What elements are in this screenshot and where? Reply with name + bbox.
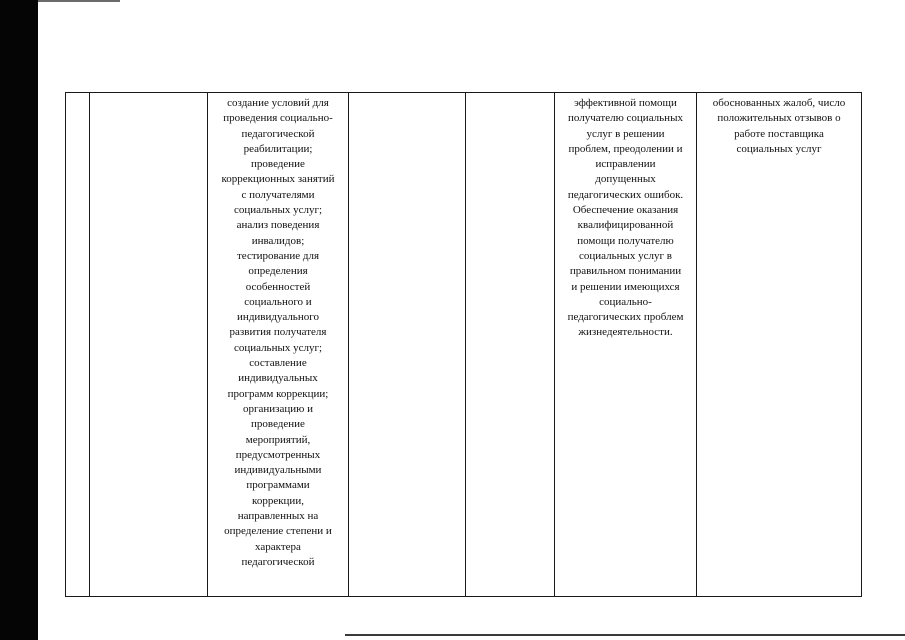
service-indicators-text: обоснованных жалоб, число положительных отзывов о работе поставщика социальных услуг [712, 97, 846, 155]
table-cell-col1 [66, 93, 90, 597]
service-content-text: создание условий для проведения социально- педагогической реабилитации; проведение коррекционных занятий с получателями социальных услуг; анализ поведения инвалидов; тестирование для определения особенностей социального и индивидуального развития получателя социальных услуг; составление индивидуальных программ коррекции; организацию и проведение мероприятий, предусмотренных индивидуальными программами коррекции, направленных на определение степени и характера педагогической [221, 97, 335, 568]
services-table [65, 92, 862, 597]
table-cell-col7 [697, 93, 862, 597]
service-quality-text: эффективной помощи получателю социальных услуг в решении проблем, преодолении и исправлении допущенных педагогических ошибок. Обеспечение оказания квалифицированной помощи получателю социальных услуг в правильном понимании и решении имеющихся социально- педагогических проблем жизнедеятельности. [567, 97, 684, 339]
table-row [66, 93, 862, 597]
table-cell-col3 [208, 93, 349, 597]
scan-dark-margin [0, 0, 38, 640]
table-cell-col2 [90, 93, 208, 597]
scan-bottom-line [345, 634, 905, 636]
table-cell-col6 [555, 93, 697, 597]
table-cell-col5 [466, 93, 555, 597]
scan-top-mark [38, 0, 120, 2]
table-cell-col4 [349, 93, 466, 597]
